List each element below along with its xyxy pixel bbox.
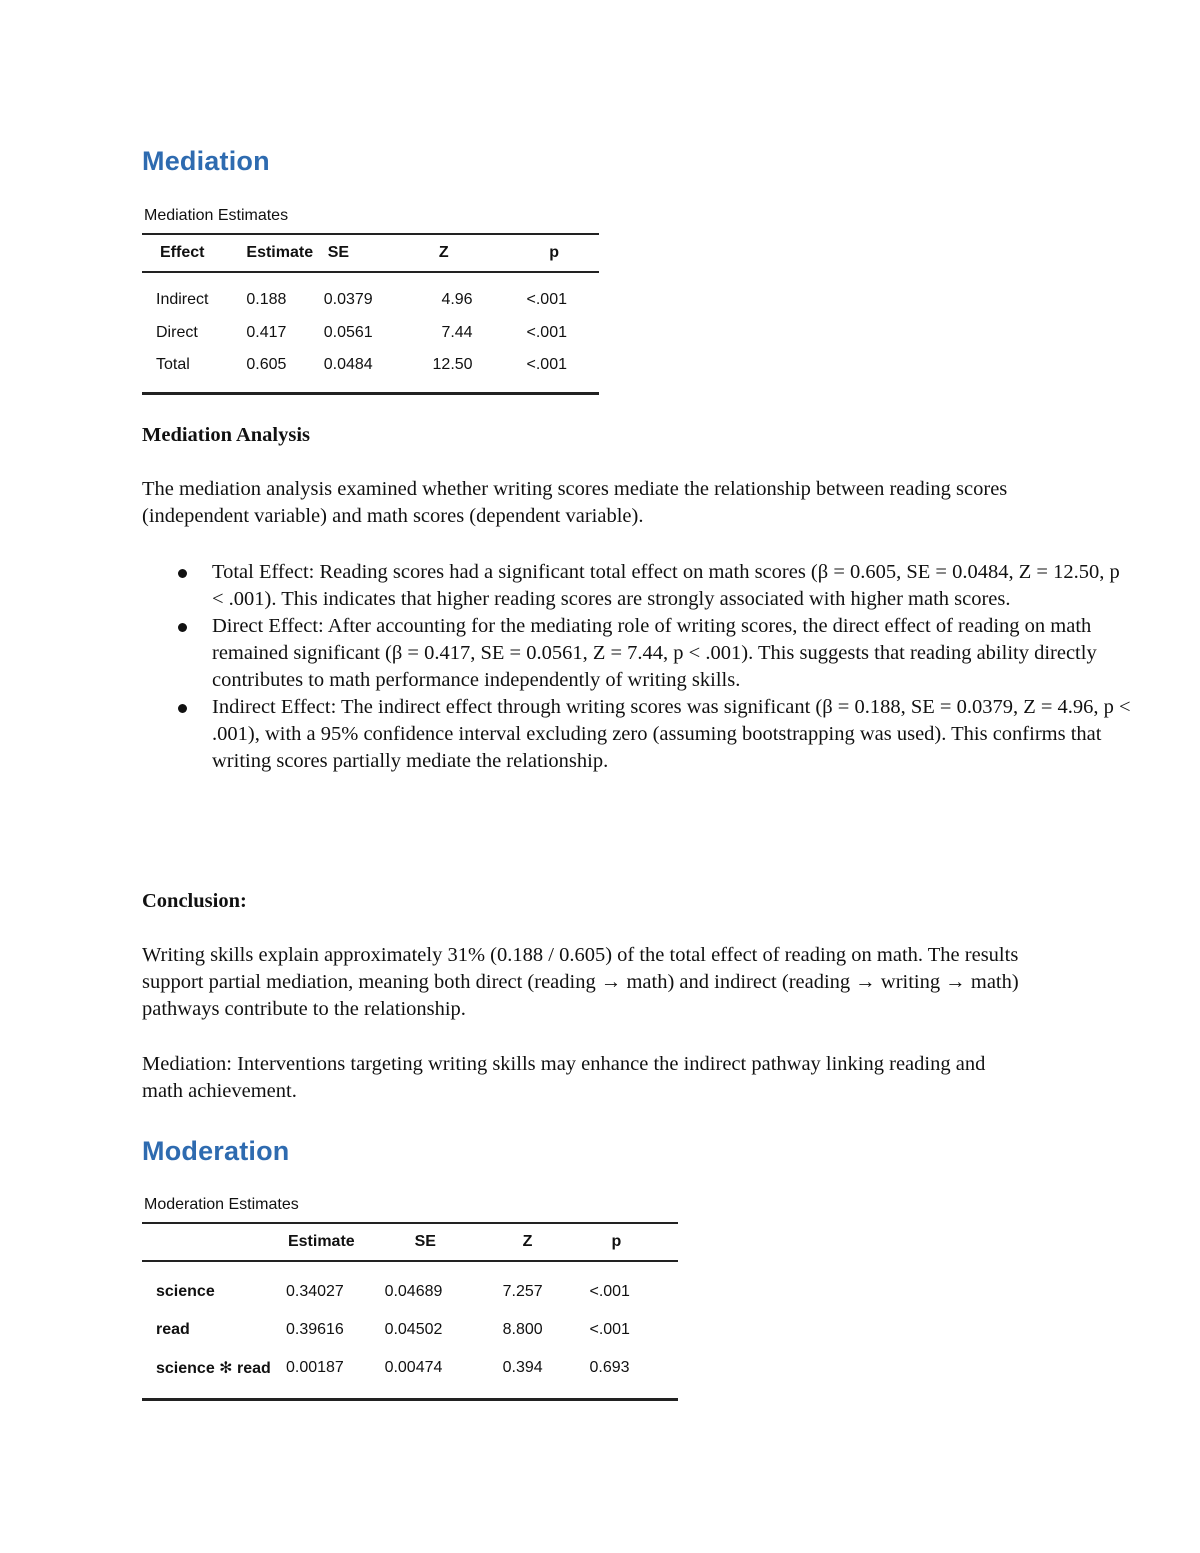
column-header: Estimate	[246, 244, 314, 261]
table-cell: 0.0561	[323, 323, 373, 341]
analysis-heading: Mediation Analysis	[142, 424, 311, 446]
table-cell: 12.50	[432, 356, 473, 374]
table-cell: 8.800	[502, 1321, 543, 1338]
bullet-icon	[178, 704, 187, 713]
table-cell: 0.04502	[384, 1321, 443, 1338]
table-cell: 0.04689	[384, 1283, 443, 1300]
table-cell: 0.394	[502, 1359, 543, 1376]
table-row	[142, 349, 599, 382]
column-header: Z	[522, 1233, 533, 1250]
bullet-icon	[178, 569, 187, 578]
conclusion-implication: Mediation: Interventions targeting writing skills may enhance the indirect pathway linking reading and math achievement.	[142, 1053, 986, 1102]
table-row	[142, 317, 599, 350]
table-row	[142, 1349, 678, 1387]
table-row	[142, 284, 599, 317]
list-item	[212, 613, 1132, 694]
bullet-text: Indirect Effect: The indirect effect through writing scores was significant (β = 0.188, SE = 0.0379, Z = 4.96, p < .001), with a 95% confidence interval excluding zero (assuming bootstrapping was used). This confirms that writing scores partially mediate the relationship.	[212, 696, 1131, 772]
mediation-heading: Mediation	[142, 146, 270, 176]
column-header: SE	[414, 1233, 436, 1250]
analysis-bullet-list	[142, 559, 1132, 775]
bullet-text: Direct Effect: After accounting for the mediating role of writing scores, the direct effect of reading on math remained significant (β = 0.417, SE = 0.0561, Z = 7.44, p < .001). This suggests that reading ability directly contributes to math performance independently of writing skills.	[212, 615, 1097, 691]
list-item	[212, 559, 1132, 613]
table-row	[142, 1311, 678, 1349]
table-row	[142, 1273, 678, 1311]
list-item	[212, 694, 1132, 775]
mediation-table-caption: Mediation Estimates	[144, 207, 289, 224]
bullet-icon	[178, 623, 187, 632]
table-cell: 4.96	[441, 291, 473, 309]
table-cell: 0.00474	[384, 1359, 443, 1376]
table-cell: read	[156, 1321, 190, 1338]
column-header: SE	[327, 244, 350, 261]
column-header: Z	[438, 244, 449, 261]
mediation-estimates-table	[142, 233, 599, 395]
table-cell: science	[156, 1283, 215, 1300]
table-cell: 0.188	[246, 291, 287, 309]
column-header: Estimate	[287, 1233, 355, 1250]
table-cell: 7.44	[441, 323, 473, 341]
table-cell: Direct	[156, 323, 198, 341]
column-header	[142, 1223, 286, 1261]
table-cell: 0.0484	[323, 356, 373, 374]
table-cell: 0.693	[589, 1359, 630, 1376]
conclusion-paragraph: Writing skills explain approximately 31% (0.188 / 0.605) of the total effect of reading on math. The results support partial mediation, meaning both direct (reading → math) and indirect (reading → writing → math) pathways contribute to the relationship.	[142, 944, 1019, 1020]
table-cell: <.001	[589, 1283, 630, 1300]
table-cell: <.001	[526, 356, 567, 374]
table-cell: 0.00187	[285, 1359, 344, 1376]
moderation-estimates-table	[142, 1222, 678, 1401]
analysis-intro: The mediation analysis examined whether writing scores mediate the relationship between reading scores (independent variable) and math scores (dependent variable).	[142, 478, 1008, 527]
conclusion-heading: Conclusion:	[142, 890, 247, 912]
moderation-heading: Moderation	[142, 1136, 290, 1166]
table-cell: science ✻ read	[156, 1360, 271, 1377]
table-cell: <.001	[526, 323, 567, 341]
moderation-table-caption: Moderation Estimates	[144, 1196, 299, 1213]
column-header: p	[549, 244, 559, 261]
table-cell: 0.34027	[285, 1283, 344, 1300]
table-cell: 0.39616	[285, 1321, 344, 1338]
table-header-row	[142, 234, 599, 272]
table-cell: Total	[156, 356, 190, 374]
table-cell: 7.257	[502, 1283, 543, 1300]
bullet-text: Total Effect: Reading scores had a significant total effect on math scores (β = 0.605, SE = 0.0484, Z = 12.50, p < .001). This indicates that higher reading scores are strongly associated with higher math scores.	[212, 561, 1120, 610]
column-header: Effect	[160, 244, 205, 261]
table-cell: <.001	[526, 291, 567, 309]
table-cell: 0.0379	[323, 291, 373, 309]
column-header: p	[611, 1233, 622, 1250]
table-cell: 0.605	[246, 356, 287, 374]
table-cell: <.001	[589, 1321, 630, 1338]
table-cell: 0.417	[246, 323, 287, 341]
table-header-row	[142, 1223, 678, 1261]
table-cell: Indirect	[156, 291, 209, 309]
